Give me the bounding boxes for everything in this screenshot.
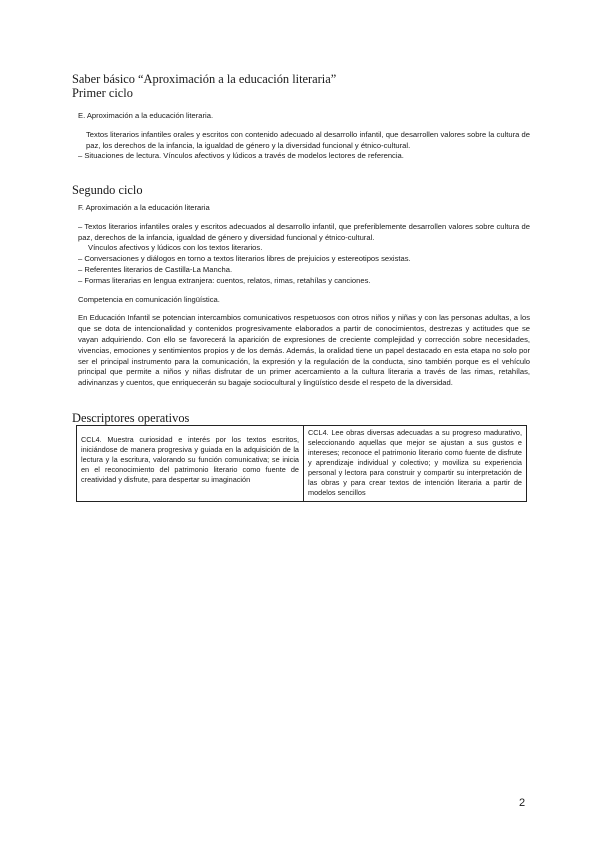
page-number: 2 (519, 797, 526, 809)
descriptor-cell-infantil: CCL4. Muestra curiosidad e interés por los textos escritos, iniciándose de manera progresiva y guiada en la adquisición de la lectura y la escritura, valorando su función comunicativa; se inicia en el reconocimiento del patrimonio literario como fuente de creatividad y disfrute, para despertar su imaginación (77, 426, 304, 502)
primer-ciclo-paragraph: Textos literarios infantiles orales y escritos con contenido adecuado al desarrollo infantil, que desarrollen valores sobre la cultura de paz, los derechos de la infancia, la igualdad de género y la diversidad funcional y étnico-cultural. (86, 129, 530, 150)
section-heading-segundo-ciclo: Segundo ciclo (72, 183, 143, 197)
competence-paragraph: En Educación Infantil se potencian intercambios comunicativos respetuosos con otros niños y niñas y con las personas adultas, a los que se dota de intencionalidad y contenidos progresivamente elaborados a partir de conocimientos, destrezas y actitudes que se vayan adquiriendo. Con ello se favorecerá la aparición de expresiones de creciente complejidad y corrección sobre necesidades, vivencias, emociones y sentimientos propios y de los demás. Además, la oralidad tiene un papel destacado en esta etapa no solo por ser el principal instrumento para la comunicación, la expresión y la regulación de la conducta, sino también porque es el vehículo principal que permite a niños y niñas disfrutar de un primer acercamiento a la cultura literaria a través de las rimas, retahílas, adivinanzas y cuentos, que enriquecerán su bagaje sociocultural y lingüístico desde el respeto de la diversidad. (78, 313, 530, 388)
list-item: – Formas literarias en lengua extranjera: cuentos, relatos, rimas, retahílas y canciones. (78, 275, 371, 285)
segundo-ciclo-label: F. Aproximación a la educación literaria (78, 203, 210, 212)
table-row (77, 426, 527, 502)
list-item: Vínculos afectivos y lúdicos con los textos literarios. (88, 243, 263, 253)
primer-ciclo-block (78, 111, 530, 162)
primer-ciclo-label: E. Aproximación a la educación literaria. (78, 111, 214, 120)
section-heading-primer-ciclo: Primer ciclo (72, 86, 133, 100)
section-heading-descriptores: Descriptores operativos (72, 411, 190, 425)
competence-heading: Competencia en comunicación lingüística. (78, 294, 220, 304)
segundo-ciclo-block (78, 203, 530, 389)
list-item: – Referentes literarios de Castilla-La Mancha. (78, 264, 233, 274)
descriptor-cell-primaria: CCL4. Lee obras diversas adecuadas a su progreso madurativo, seleccionando aquellas que mejor se ajustan a sus gustos e intereses; reconoce el patrimonio literario como fuente de disfrute y aprendizaje individual y colectivo; y moviliza su experiencia personal y lectora para construir y compartir su interpretación de las obras y para crear textos de intención literaria a partir de modelos sencillos (304, 426, 527, 502)
list-item: – Conversaciones y diálogos en torno a textos literarios libres de prejuicios y estereotipos sexistas. (78, 254, 411, 264)
list-item: – Textos literarios infantiles orales y escritos adecuados al desarrollo infantil, que preferiblemente desarrollen valores sobre cultura de paz, derechos de la infancia, igualdad de género y diversidad funcional y étnico-cultural. (78, 221, 530, 242)
primer-ciclo-situaciones: – Situaciones de lectura. Vínculos afectivos y lúdicos a través de modelos lectores de referencia. (78, 151, 404, 161)
page-title: Saber básico “Aproximación a la educación literaria” (72, 72, 337, 86)
descriptors-table (76, 425, 527, 502)
